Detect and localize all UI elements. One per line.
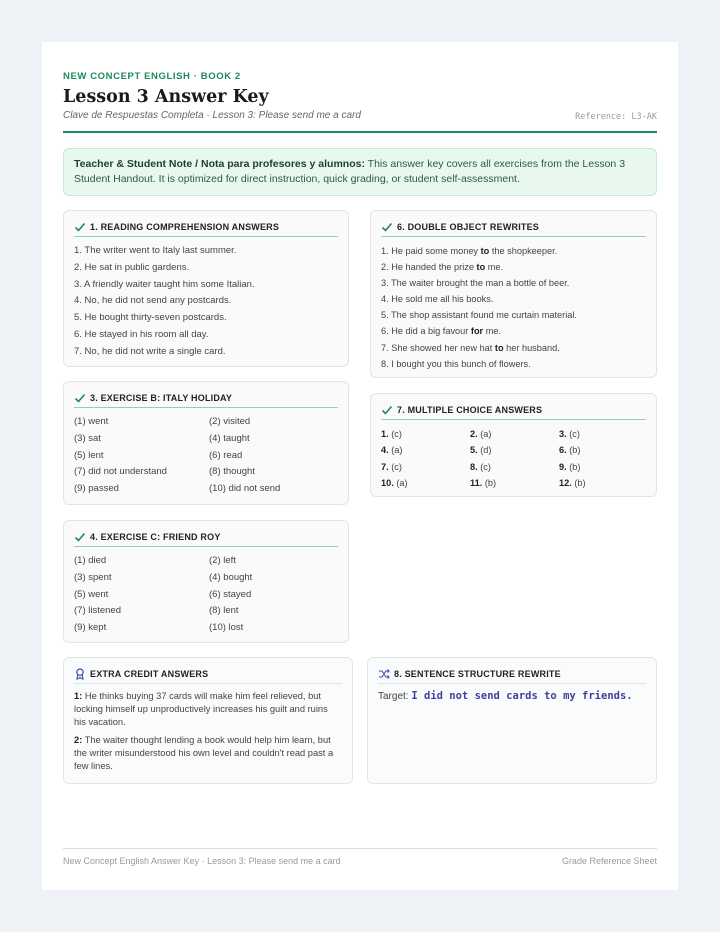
extra-credit-card (63, 657, 353, 784)
card-title: 7. MULTIPLE CHOICE ANSWERS (397, 404, 543, 415)
check-icon (381, 221, 393, 233)
mc-answer: 10. (a) (381, 478, 408, 489)
card-title: 3. EXERCISE B: ITALY HOLIDAY (90, 392, 233, 403)
card-title: 6. DOUBLE OBJECT REWRITES (397, 221, 540, 232)
page-subtitle: Clave de Respuestas Completa · Lesson 3: Please send me a card (63, 110, 361, 121)
card-header (74, 667, 342, 684)
answer-item: (10) lost (209, 622, 244, 634)
answer-item: (6) read (209, 449, 243, 461)
answer-item: (8) lent (209, 605, 239, 617)
list-item: 1. The writer went to Italy last summer. (74, 245, 237, 256)
check-icon (74, 221, 86, 233)
extra-answer-2: 2: The waiter thought lending a book would help him learn, but the writer misunderstood his own level and couldn't read past a few lines. (74, 734, 334, 772)
roy-answer-grid (74, 553, 338, 637)
sentence-structure-card (367, 657, 657, 784)
card-header (378, 667, 646, 684)
italy-holiday-card (63, 381, 349, 505)
ribbon-icon (74, 668, 86, 680)
extra-answer-1: 1: He thinks buying 37 cards will make him feel relieved, but locking himself up unproductively increases his guilt and ruins his vacation. (74, 691, 328, 728)
mc-answer: 8. (c) (470, 461, 491, 472)
note-label: Teacher & Student Note / Nota para profesores y alumnos: (74, 158, 365, 170)
card-header (381, 220, 646, 237)
reference-code: Reference: L3-AK (575, 112, 657, 122)
reading-comprehension-card (63, 210, 349, 367)
answer-item: (1) went (74, 416, 109, 427)
list-item: 2. He sat in public gardens. (74, 261, 190, 273)
list-item: 4. He sold me all his books. (381, 294, 494, 305)
answer-item: (7) did not understand (74, 466, 167, 478)
card-header (74, 530, 338, 547)
card-header (74, 220, 338, 237)
double-object-card (370, 210, 657, 378)
answer-item: (6) stayed (209, 588, 252, 600)
mc-answer: 4. (a) (381, 445, 403, 456)
mc-answer: 6. (b) (559, 445, 581, 456)
list-item: 5. The shop assistant found me curtain material. (381, 310, 577, 321)
answer-item: (5) lent (74, 449, 104, 461)
answer-item: (10) did not send (209, 483, 281, 495)
answer-item: (7) listened (74, 605, 121, 617)
note-text: This answer key covers all exercises from the Lesson 3 Student Handout. It is optimized for direct instruction, quick grading, or student self-assessment. (74, 158, 626, 185)
list-item: 2. He handed the prize to me. (381, 262, 504, 273)
card-header (74, 391, 338, 408)
answer-item: (4) taught (209, 432, 250, 444)
list-item: 5. He bought thirty-seven postcards. (74, 312, 227, 324)
list-item: 7. No, he did not write a single card. (74, 345, 226, 357)
list-item: 4. No, he did not send any postcards. (74, 295, 232, 307)
footer-divider (63, 848, 657, 849)
check-icon (74, 392, 86, 404)
answer-item: (2) left (209, 555, 236, 566)
italy-answer-grid (74, 414, 338, 498)
mc-answer: 11. (b) (470, 478, 497, 489)
header-divider (63, 131, 657, 133)
card-title: 4. EXERCISE C: FRIEND ROY (90, 531, 221, 542)
card-title: 8. SENTENCE STRUCTURE REWRITE (394, 668, 561, 679)
teacher-note (63, 148, 657, 196)
list-item: 1. He paid some money to the shopkeeper. (381, 246, 558, 256)
reading-answer-list (74, 243, 338, 361)
answer-item: (5) went (74, 588, 109, 600)
target-sentence: Target: I did not send cards to my friends. (378, 690, 633, 702)
mc-answer: 5. (d) (470, 445, 492, 456)
answer-item: (3) sat (74, 432, 101, 444)
check-icon (74, 531, 86, 543)
mc-answer: 7. (c) (381, 461, 402, 472)
mc-answer-grid (381, 426, 646, 492)
list-item: 6. He stayed in his room all day. (74, 328, 209, 340)
card-title: 1. READING COMPREHENSION ANSWERS (90, 221, 280, 232)
mc-answer: 2. (a) (470, 429, 492, 439)
list-item: 8. I bought you this bunch of flowers. (381, 358, 531, 369)
friend-roy-card (63, 520, 349, 643)
answer-item: (4) bought (209, 571, 253, 583)
double-object-list (381, 243, 646, 372)
page-title: Lesson 3 Answer Key (63, 87, 269, 107)
card-title: EXTRA CREDIT ANSWERS (90, 668, 209, 679)
list-item: 3. The waiter brought the man a bottle of beer. (381, 278, 570, 289)
mc-answer: 1. (c) (381, 429, 402, 439)
mc-answer: 9. (b) (559, 461, 581, 472)
check-icon (381, 404, 393, 416)
list-item: 3. A friendly waiter taught him some Italian. (74, 278, 255, 290)
list-item: 6. He did a big favour for me. (381, 326, 502, 337)
list-item: 7. She showed her new hat to her husband. (381, 342, 560, 353)
answer-item: (3) spent (74, 571, 112, 583)
answer-item: (8) thought (209, 466, 255, 478)
answer-item: (2) visited (209, 416, 251, 427)
footer-left: New Concept English Answer Key · Lesson 3: Please send me a card (63, 856, 341, 866)
shuffle-icon (378, 668, 390, 680)
footer-right: Grade Reference Sheet (561, 856, 657, 866)
mc-answer: 3. (c) (559, 429, 580, 439)
mc-answer: 12. (b) (559, 478, 586, 489)
answer-item: (9) passed (74, 483, 119, 495)
card-header (381, 403, 646, 420)
book-eyebrow: NEW CONCEPT ENGLISH · BOOK 2 (63, 71, 241, 82)
answer-item: (1) died (74, 555, 107, 566)
answer-item: (9) kept (74, 622, 107, 634)
answer-key-page (42, 42, 678, 890)
multiple-choice-card (370, 393, 657, 497)
